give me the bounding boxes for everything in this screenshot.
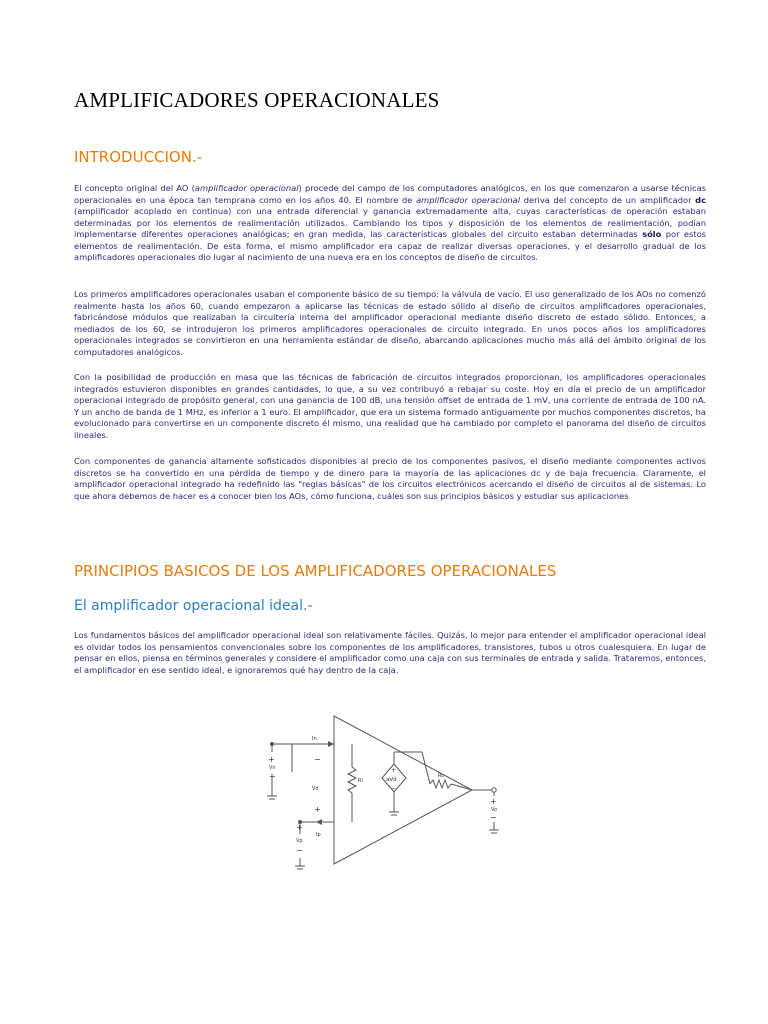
label-plus-source: + xyxy=(391,767,397,774)
label-minus-vp: − xyxy=(296,846,303,855)
label-plus-vn: + xyxy=(268,755,275,764)
principios-heading: PRINCIPIOS BASICOS DE LOS AMPLIFICADORES OPERACIONALES xyxy=(74,562,557,580)
label-plus-vp: + xyxy=(296,823,303,832)
label-vd: Vd xyxy=(312,786,319,792)
label-vn: Vn xyxy=(269,765,276,771)
intro-paragraph-3: Con la posibilidad de producción en masa que las técnicas de fabricación de circuitos integrados proporcionan, los amplificadores operacionales integrados estuvieron disponibles en grandes cantidades, lo que, a su vez contribuyó a rebajar su coste. Hoy en día el precio de un amplificador operacional integrado de propósito general, con una ganancia de 100 dB, una tensión offset de entrada de 1 mV, una corriente de entrada de 100 nA. Y un ancho de banda de 1 MHz, es inferior a 1 euro. El amplificador, que era un sistema formado antiguamente por muchos componentes discretos, ha evolucionado para convertirse en un componente discreto él mismo, una realidad que ha cambiado por completo el panorama del diseño de circuitos lineales. xyxy=(74,372,706,440)
intro-paragraph-1 xyxy=(74,183,706,264)
bold-term: dc xyxy=(695,194,706,205)
italic-term: amplificador operacional xyxy=(416,194,521,205)
label-vo: Vo xyxy=(491,807,498,813)
label-vp: Vp xyxy=(296,838,303,844)
label-in: In xyxy=(312,736,317,742)
op-amp-triangle xyxy=(334,716,472,864)
intro-paragraph-4: Con componentes de ganancia altamente sofisticados disponibles al precio de los componentes pasivos, el diseño mediante componentes activos discretos se ha convertido en una pérdida de tiempo y de dinero para la mayoría de las aplicaciones dc y de baja frecuencia. Claramente, el amplificador operacional integrado ha redefinido las "reglas básicas" de los circuitos electrónicos acercando el diseño de circuitos al de sistemas. Lo que ahora debemos de hacer es a conocer bien los AOs, cómo funciona, cuáles son sus principios básicos y estudiar sus aplicaciones xyxy=(74,456,706,501)
intro-heading: INTRODUCCION.- xyxy=(74,148,203,166)
text-run: (amplificador acoplado en continua) con una entrada diferencial y ganancia extremadamente alta, cuyas características de operación estaban determinadas por los elementos de realimentación utilizados. Cambiando los tipos y disposición de los elementos de realimentación, podían implementarse diferentes operaciones analógicas; en gran medida, las características globales del circuito estaban determinadas xyxy=(74,206,706,239)
intro-paragraph-2: Los primeros amplificadores operacionales usaban el componente básico de su tiempo: la válvula de vacío. El uso generalizado de los AOs no comenzó realmente hasta los años 60, cuando empezaron a aplicarse las técnicas de estado sólido al diseño de circuitos amplificadores operacionales, fabricándose módulos que realizaban la circuitería interna del amplificador operacional mediante diseño discreto de estado sólido. Entonces, a mediados de los 60, se introdujeron los primeros amplificadores operacionales de circuito integrado. En unos pocos años los amplificadores operacionales integrados se convirtieron en una herramienta estándar de diseño, abarcando aplicaciones mucho más allá del ámbito original de los computadores analógicos. xyxy=(74,289,706,357)
label-plus-vo: + xyxy=(490,797,497,806)
bold-term: sólo xyxy=(642,229,662,239)
label-minus-vn: − xyxy=(269,772,276,781)
label-minus-in: − xyxy=(314,755,321,764)
ro-resistor xyxy=(430,780,451,788)
text-run: deriva del concepto de un amplificador xyxy=(520,194,696,205)
label-avd: aVd xyxy=(386,777,397,783)
ri-resistor xyxy=(348,767,356,793)
label-minus-source: − xyxy=(391,785,397,792)
text-run: por estos elementos de realimentación. De esta forma, el mismo amplificador era capaz de realizar diversas operaciones, y el desarrollo gradual de los amplificadores operacionales dio lugar al nacimiento de una nueva era en los conceptos de diseño de circuitos. xyxy=(74,229,707,262)
ideal-amplifier-heading: El amplificador operacional ideal.- xyxy=(74,598,313,614)
label-ri: Ri xyxy=(358,778,363,784)
label-plus-in: + xyxy=(314,805,321,814)
text-run: El concepto original del AO ( xyxy=(74,183,195,193)
text-run: ) procede del campo de los computadores analógicos, en los que comenzaron a usarse técnicas operacionales en una época tan temprana como en los años 40. El nombre de xyxy=(74,183,706,205)
italic-term: amplificador operacional xyxy=(194,183,299,193)
op-amp-circuit-diagram xyxy=(262,712,512,872)
document-title: AMPLIFICADORES OPERACIONALES xyxy=(74,88,440,112)
label-ip: Ip xyxy=(316,832,321,838)
label-ro: Ro xyxy=(438,773,445,779)
ideal-amplifier-paragraph: Los fundamentos básicos del amplificador operacional ideal son relativamente fáciles. Quizás, lo mejor para entender el amplificador operacional ideal es olvidar todos los pensamientos convencionales sobre los componentes de los amplificadores, transistores, tubos u otros cualesquiera. En lugar de pensar en ellos, piensa en términos generales y considere el amplificador como una caja con sus terminales de entrada y salida. Trataremos, entonces, el amplificador en ese sentido ideal, e ignoraremos qué hay dentro de la caja. xyxy=(74,630,706,675)
label-minus-vo: − xyxy=(490,813,497,822)
